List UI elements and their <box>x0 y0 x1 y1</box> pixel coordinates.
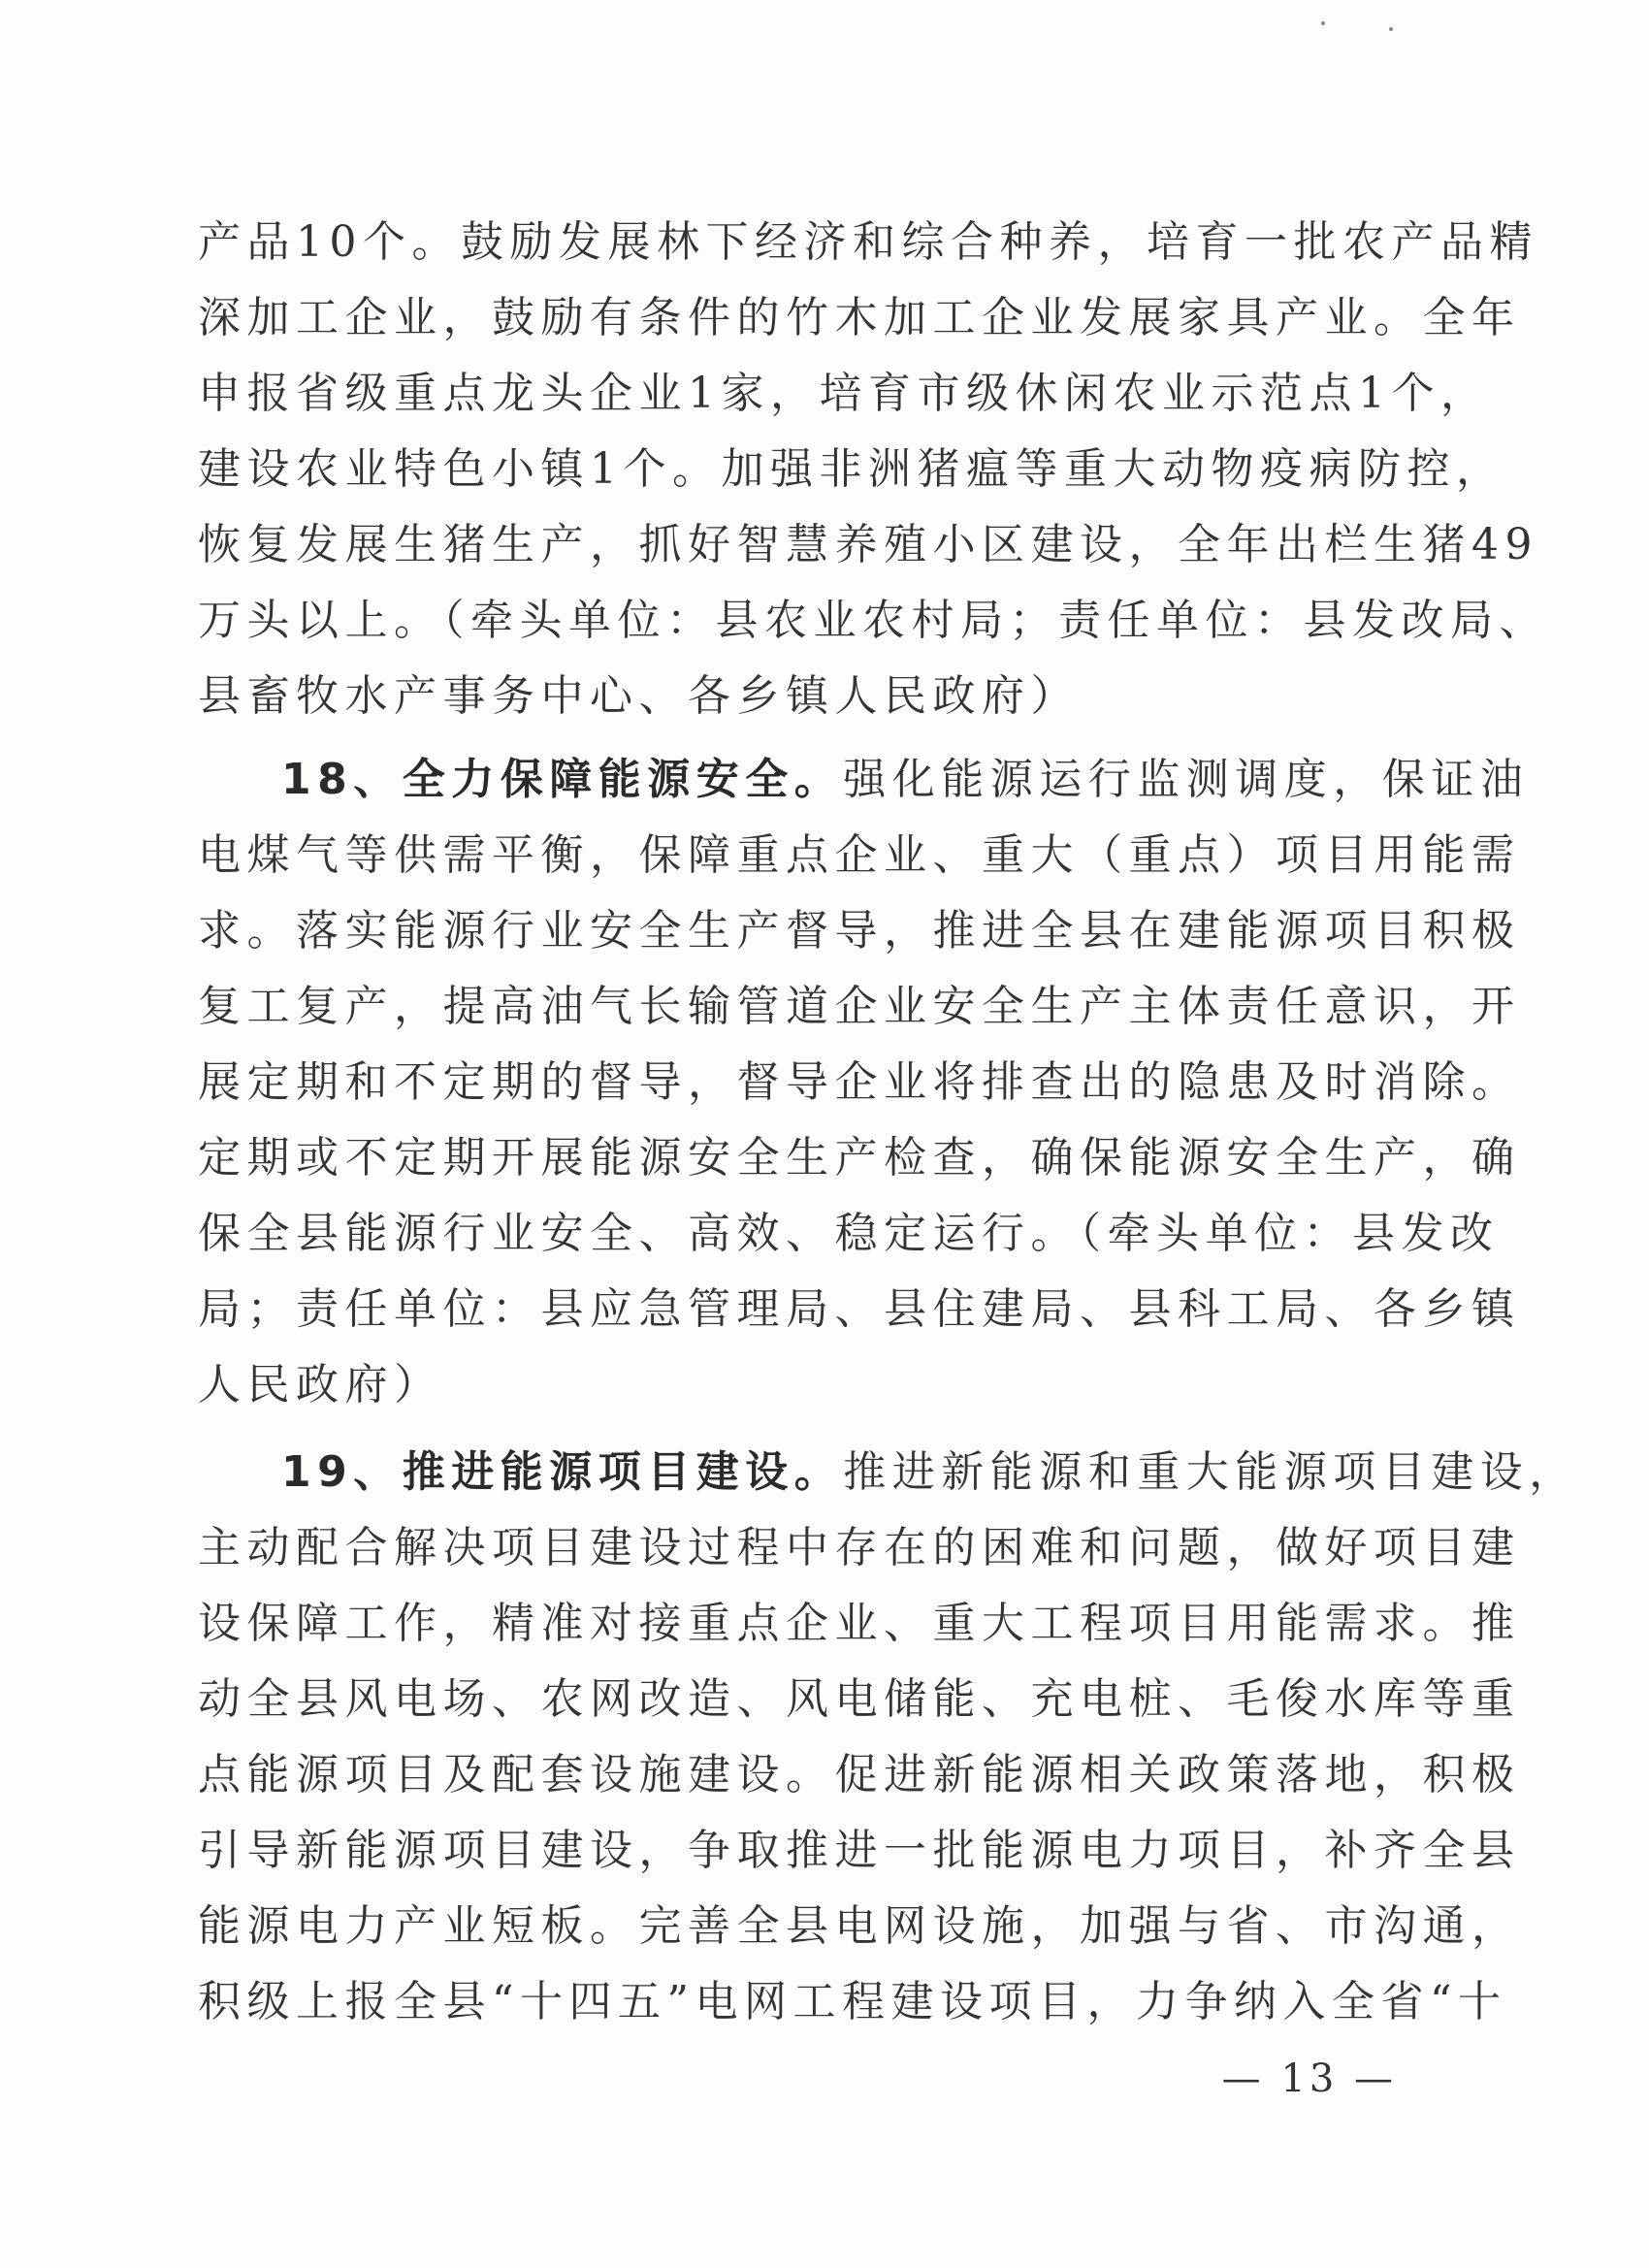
paragraph-17-line: 深加工企业，鼓励有条件的竹木加工企业发展家具产业。全年 <box>198 293 1521 342</box>
paragraph-19-line: 点能源项目及配套设施建设。促进新能源相关政策落地，积极 <box>198 1750 1521 1799</box>
paragraph-19-line: 主动配合解决项目建设过程中存在的困难和问题，做好项目建 <box>198 1523 1521 1572</box>
paragraph-18-line: 定期或不定期开展能源安全生产检查，确保能源安全生产，确 <box>198 1133 1521 1183</box>
paragraph-18-line: 保全县能源行业安全、高效、稳定运行。（牵头单位：县发改 <box>198 1209 1500 1258</box>
paragraph-18-first-line-text: 强化能源运行监测调度，保证油 <box>843 755 1530 804</box>
paragraph-18-line: 展定期和不定期的督导，督导企业将排查出的隐患及时消除。 <box>198 1057 1521 1107</box>
paragraph-17-line: 恢复发展生猪生产，抓好智慧养殖小区建设，全年出栏生猪49 <box>198 520 1538 569</box>
paragraph-18-line: 复工复产，提高油气长输管道企业安全生产主体责任意识，开 <box>198 982 1521 1031</box>
paragraph-17-line: 万头以上。（牵头单位：县农业农村局；责任单位：县发改局、 <box>198 596 1548 645</box>
paragraph-18-heading: 18、全力保障能源安全。 <box>281 755 844 804</box>
paragraph-19-first-line <box>281 1445 1578 1500</box>
paragraph-18-line: 求。落实能源行业安全生产督导，推进全县在建能源项目积极 <box>198 906 1521 956</box>
paragraph-17-line: 建设农业特色小镇1个。加强非洲猪瘟等重大动物疫病防控， <box>198 444 1505 494</box>
paragraph-17-line: 产品10个。鼓励发展林下经济和综合种养，培育一批农产品精 <box>198 217 1538 267</box>
paragraph-18-first-line <box>281 753 1529 807</box>
paragraph-19-line: 动全县风电场、农网改造、风电储能、充电桩、毛俊水库等重 <box>198 1674 1521 1724</box>
paragraph-17-line: 申报省级重点龙头企业1家，培育市级休闲农业示范点1个， <box>198 369 1490 418</box>
paragraph-18-line: 局；责任单位：县应急管理局、县住建局、县科工局、各乡镇 <box>198 1284 1521 1334</box>
scan-speck <box>1389 27 1393 31</box>
paragraph-18-line: 电煤气等供需平衡，保障重点企业、重大（重点）项目用能需 <box>198 830 1521 880</box>
page-number: — 13 — <box>1221 2057 1397 2101</box>
paragraph-19-line: 积级上报全县“十四五”电网工程建设项目，力争纳入全省“十 <box>198 1977 1507 2026</box>
paragraph-19-first-line-text: 推进新能源和重大能源项目建设， <box>843 1447 1578 1497</box>
paragraph-17-line: 县畜牧水产事务中心、各乡镇人民政府） <box>198 671 1080 721</box>
paragraph-19-line: 能源电力产业短板。完善全县电网设施，加强与省、市沟通， <box>198 1901 1521 1951</box>
scan-speck <box>1321 21 1325 25</box>
paragraph-19-line: 设保障工作，精准对接重点企业、重大工程项目用能需求。推 <box>198 1599 1521 1648</box>
paragraph-18-line: 人民政府） <box>198 1360 443 1409</box>
paragraph-19-line: 引导新能源项目建设，争取推进一批能源电力项目，补齐全县 <box>198 1826 1521 1875</box>
paragraph-19-heading: 19、推进能源项目建设。 <box>281 1447 844 1497</box>
